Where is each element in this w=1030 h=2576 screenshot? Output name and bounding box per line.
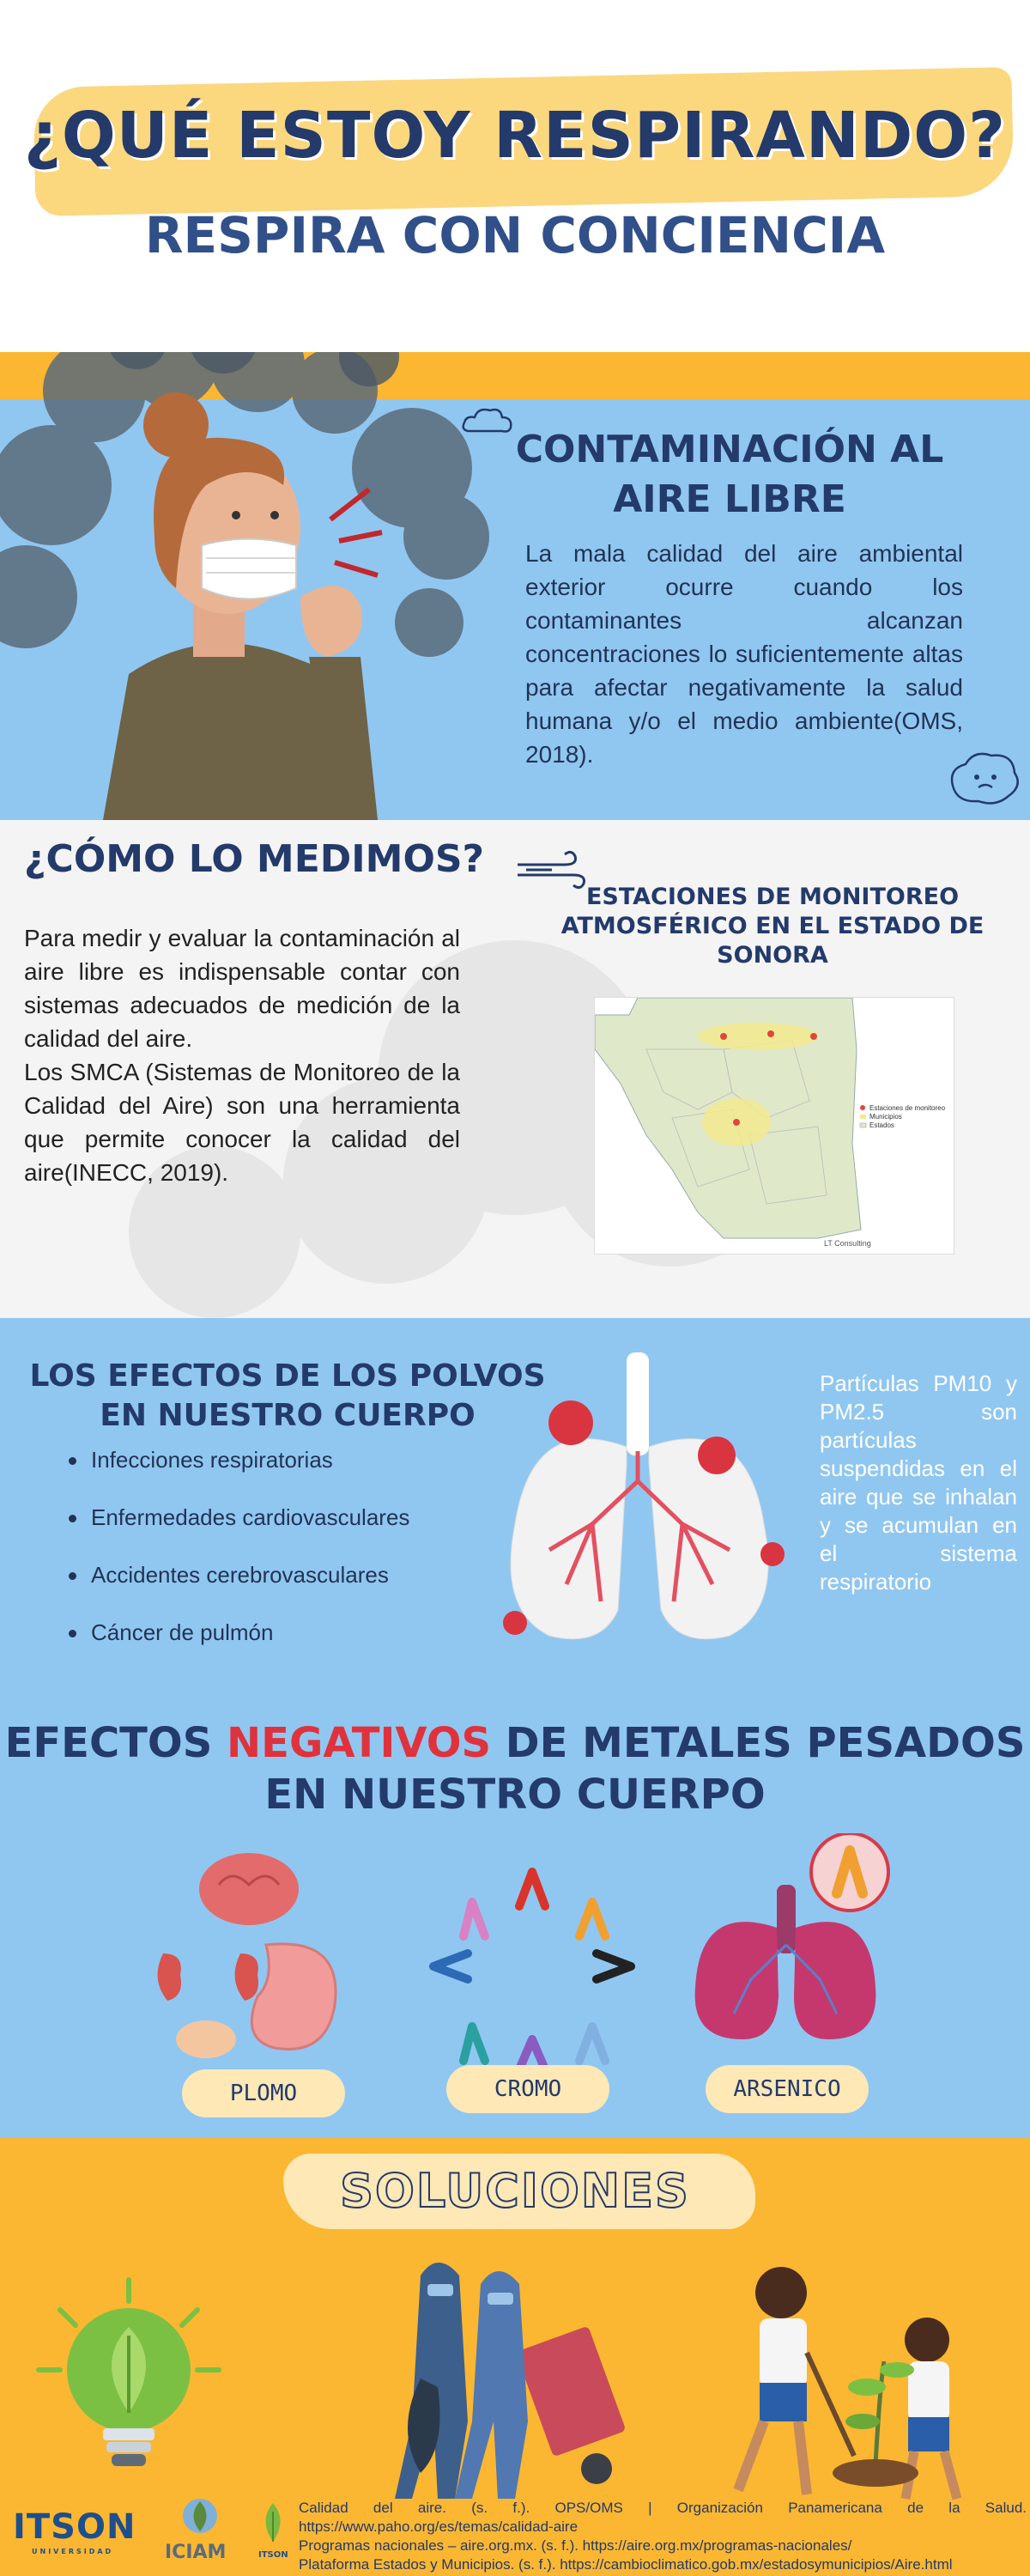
heavy-metals-section xyxy=(0,1717,1030,2138)
outdoor-title-line1: CONTAMINACIÓN AL xyxy=(515,428,944,471)
plomo-label: PLOMO xyxy=(182,2069,345,2117)
iciam-logo-mark xyxy=(179,2497,221,2536)
cleanup-workers-illustration xyxy=(386,2250,644,2507)
measure-paragraph-1: Para medir y evaluar la contaminación al aire libre es indispensable contar con sistemas adecuados de medición de la calidad del aire. xyxy=(24,925,460,1052)
dust-title-line1: LOS EFECTOS DE LOS POLVOS xyxy=(29,1358,546,1394)
measurement-section xyxy=(0,820,1030,1318)
outdoor-description: La mala calidad del aire ambiental exterior ocurre cuando los contaminantes alcanzan concentraciones lo suficientemente altas para afectar negativamente la salud humana y/o el medio ambiente(OMS, 2018). xyxy=(525,540,963,768)
lungs-illustration xyxy=(498,1352,790,1679)
coughing-woman-illustration xyxy=(0,352,515,820)
stations-title: ESTACIONES DE MONITOREO ATMOSFÉRICO EN EL ESTADO DE SONORA xyxy=(560,884,985,969)
metals-title xyxy=(0,1717,1030,1820)
map-credit: LT Consulting xyxy=(824,1239,871,1248)
dust-title xyxy=(17,1357,558,1436)
sonora-map-graphic xyxy=(595,998,955,1255)
reference-item: Calidad del aire. (s. f.). OPS/OMS | Organización Panamericana de la Salud. https://www.paho.org/es/temas/calidad-aire xyxy=(299,2500,1027,2535)
dust-effects-section xyxy=(0,1318,1030,1717)
solutions-title: SOLUCIONES xyxy=(340,2164,690,2218)
measure-title: ¿CÓMO LO MEDIMOS? xyxy=(24,837,485,881)
cromo-label: CROMO xyxy=(446,2065,609,2113)
list-item: Enfermedades cardiovasculares xyxy=(69,1504,409,1562)
outdoor-pollution-section xyxy=(0,352,1030,820)
map-legend-municipios: Municipios xyxy=(869,1113,902,1121)
pm-description: Partículas PM10 y PM2.5 son partículas suspendidas en el aire que se inhalan y se acumulan en el sistema respiratorio xyxy=(820,1370,1017,1595)
list-item: Accidentes cerebrovasculares xyxy=(69,1562,409,1619)
itson-logo-text: ITSON xyxy=(13,2507,136,2547)
measure-paragraph-2: Los SMCA (Sistemas de Monitoreo de la Calidad del Aire) son una herramienta que permite conocer la calidad del aire(INECC, 2019). xyxy=(24,1059,460,1186)
list-item: Infecciones respiratorias xyxy=(69,1447,409,1504)
itson-small-logo xyxy=(254,2499,297,2567)
eco-bulb-icon xyxy=(34,2275,223,2473)
metals-title-part2: DE METALES PESADOS xyxy=(491,1719,1026,1767)
solutions-section xyxy=(0,2138,1030,2576)
page-title: ¿QUÉ ESTOY RESPIRANDO? xyxy=(23,99,1007,173)
map-legend-stations: Estaciones de monitoreo xyxy=(869,1104,946,1112)
list-item: Cáncer de pulmón xyxy=(69,1619,409,1677)
reference-item: Programas nacionales – aire.org.mx. (s. f.). https://aire.org.mx/programas-nacionales/ xyxy=(299,2537,852,2554)
metals-title-negative: NEGATIVOS xyxy=(227,1719,492,1767)
outdoor-title xyxy=(498,425,961,525)
metals-title-part1: EFECTOS xyxy=(4,1719,227,1767)
organs-illustration xyxy=(146,1850,352,2065)
itson-small-logo-text: ITSON xyxy=(258,2550,288,2560)
itson-logo xyxy=(13,2507,142,2559)
dust-effects-list xyxy=(69,1447,409,1677)
iciam-logo xyxy=(163,2497,240,2566)
reference-item: Plataforma Estados y Municipios. (s. f.). https://cambioclimatico.gob.mx/estadosymunicipios/Aire.html xyxy=(299,2556,953,2573)
virus-doodle-icon xyxy=(944,743,1026,811)
cancer-lungs-illustration xyxy=(682,1833,906,2057)
iciam-logo-text: ICIAM xyxy=(165,2542,227,2563)
ribbons-illustration xyxy=(425,1863,639,2069)
cloud-doodle-icon xyxy=(459,404,519,438)
itson-logo-subtext: UNIVERSIDAD xyxy=(32,2548,114,2555)
references xyxy=(299,2499,1027,2574)
sonora-map xyxy=(594,997,954,1255)
page-subtitle: RESPIRA CON CONCIENCIA xyxy=(144,206,886,264)
arsenico-label: ARSENICO xyxy=(706,2065,869,2113)
metals-title-line2: EN NUESTRO CUERPO xyxy=(264,1771,766,1819)
map-legend-estados: Estados xyxy=(869,1121,894,1129)
itson-small-logo-mark xyxy=(254,2499,292,2546)
outdoor-title-line2: AIRE LIBRE xyxy=(613,477,846,521)
measure-description xyxy=(24,921,460,1189)
dust-title-line2: EN NUESTRO CUERPO xyxy=(100,1398,476,1433)
planting-kids-illustration xyxy=(712,2258,996,2507)
header-section xyxy=(0,0,1030,352)
